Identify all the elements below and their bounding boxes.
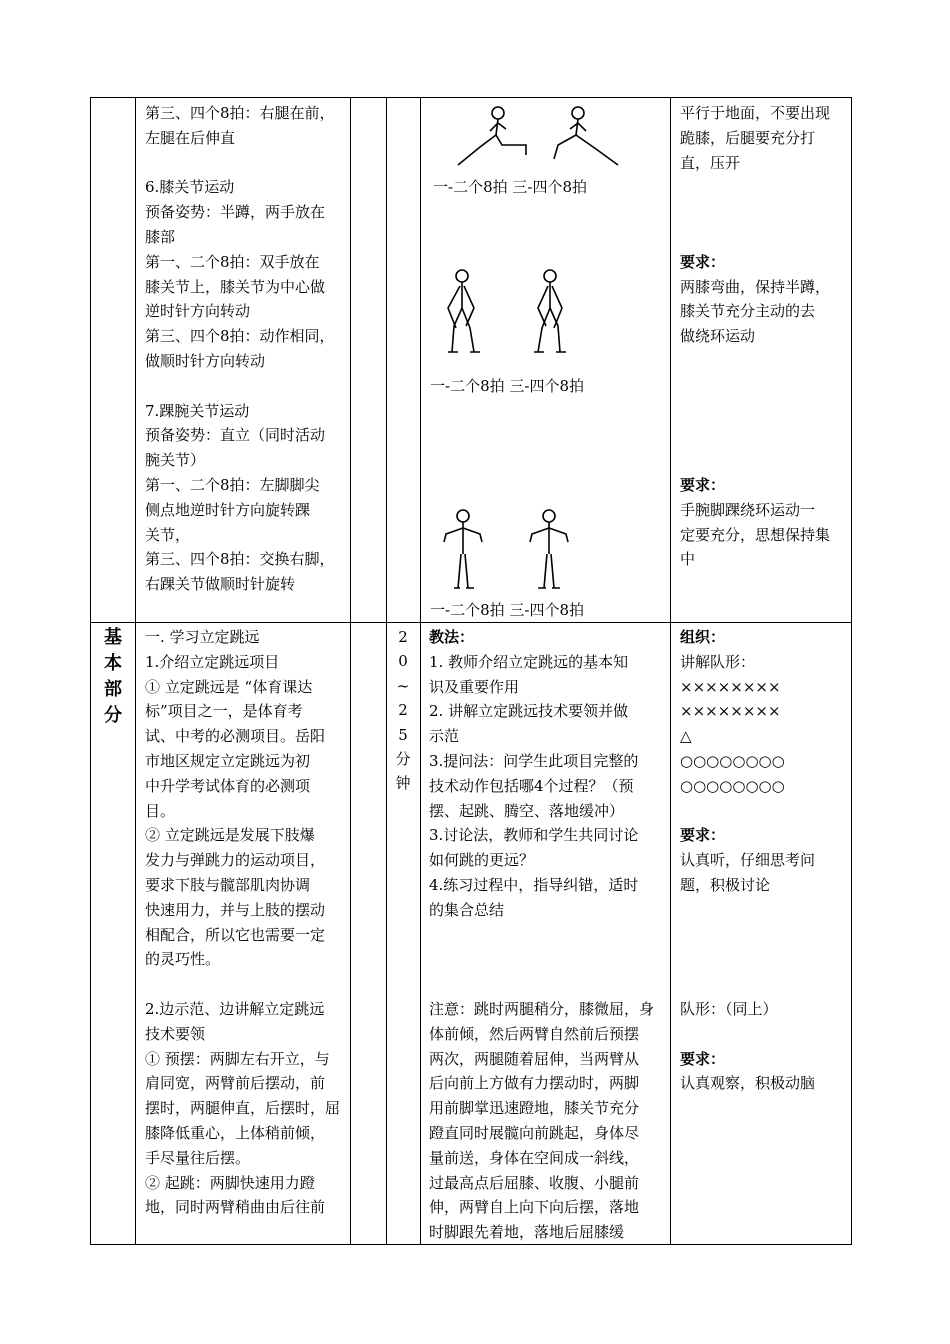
text-line: ② 起跳：两脚快速用力蹬 [145,1173,315,1192]
text-line: 中 [680,550,696,569]
organization-heading: 组织： [680,628,726,646]
text-line: 两次，两腿随着屈伸，当两臂从 [429,1049,640,1068]
text-line [429,923,669,948]
text-line: ① 立定跳远是 “体育课达 [145,677,313,696]
duration-char: 分 [395,750,411,769]
text-line: 做顺时针方向转动 [145,351,266,370]
text-line [680,898,850,923]
ankle-wrist-figures-icon [436,508,586,594]
formation-row: ○○○○○○○○ [680,776,785,795]
text-line [145,972,350,997]
row2-methods-text [429,625,669,1245]
text-line: 4.练习过程中，指导纠错，适时 [429,875,639,894]
text-line: 手尽量往后摆。 [145,1148,251,1167]
requirement-heading: 要求： [680,475,726,494]
duration-char: 2 [398,628,408,646]
text-line: 定要充分，思想保持集 [680,525,831,544]
text-line [680,423,850,448]
column-border-2 [135,97,136,1245]
text-line [145,151,350,176]
text-line: 体前倾，然后两臂自然前后预摆 [429,1024,640,1043]
text-line: 摆时，两腿伸直，后摆时，屈 [145,1099,341,1118]
text-line: 标”项目之一，是体育考 [145,702,303,721]
requirement-heading: 要求： [680,1049,726,1068]
text-line: 技术要领 [145,1024,206,1043]
text-line: 的集合总结 [429,900,505,919]
text-line [680,947,850,972]
text-line: 讲解队形： [680,652,756,671]
lunge-figures-icon [450,103,630,173]
teacher-marker: △ [680,727,692,746]
text-line: 第三、四个8拍：交换右脚， [145,550,335,569]
text-line: 3.讨论法，教师和学生共同讨论 [429,826,639,845]
text-line: 地，同时两臂稍曲由后往前 [145,1198,326,1217]
section-char: 部 [104,679,122,700]
text-line: 过最高点后屈膝、收腹、小腿前 [429,1173,640,1192]
row2-organization-text [680,625,850,1096]
text-line: 预备姿势：半蹲，两手放在 [145,203,326,222]
text-line: 用前脚掌迅速蹬地，膝关节充分 [429,1099,640,1118]
text-line: 一. 学习立定跳远 [145,628,260,646]
text-line: 队形：（同上） [680,999,778,1018]
text-line: 6.膝关节运动 [145,178,235,197]
column-border-3 [350,97,351,1245]
text-line [680,200,850,225]
text-line: 要求下肢与髋部肌肉协调 [145,875,311,894]
text-line: 侧点地逆时针方向旋转踝 [145,500,311,519]
column-border-5 [420,97,421,1245]
text-line: 发力与弹跳力的运动项目， [145,851,326,870]
text-line: 手腕脚踝绕环运动一 [680,500,816,519]
text-line: 右踝关节做顺时针旋转 [145,575,296,594]
text-line: 目。 [145,801,176,820]
text-line: 直，压开 [680,153,741,172]
text-line: 膝降低重心，上体稍前倾， [145,1123,326,1142]
text-line: 后向前上方做有力摆动时，两脚 [429,1074,640,1093]
text-line: 逆时针方向转动 [145,302,251,321]
text-line [680,1022,850,1047]
text-line: 题，积极讨论 [680,875,771,894]
text-line: 快速用力，并与上肢的摆动 [145,900,326,919]
text-line: 如何跳的更远？ [429,851,535,870]
text-line: 3.提问法：问学生此项目完整的 [429,751,639,770]
text-line [429,947,669,972]
duration-char: 5 [398,725,408,744]
text-line: 2.边示范、边讲解立定跳远 [145,999,325,1018]
text-line: 两膝弯曲，保持半蹲， [680,277,831,296]
text-line: 示范 [429,727,460,746]
text-line: 膝关节上，膝关节为中心做 [145,277,326,296]
text-line: 7.踝腕关节运动 [145,401,250,420]
figure-caption: 一-二个8拍 三-四个8拍 [430,377,584,395]
row1-requirements-text [680,101,850,572]
text-line: 相配合，所以它也需要一定 [145,925,326,944]
text-line [680,374,850,399]
text-line: 做绕环运动 [680,327,756,346]
column-border-1 [90,97,91,1245]
text-line: 注意：跳时两腿稍分，膝微屈，身 [429,999,655,1018]
text-line: 认真听，仔细思考问 [680,851,816,870]
text-line: 关节， [145,525,191,544]
text-line: 第一、二个8拍：双手放在 [145,252,320,271]
text-line: 量前送，身体在空间成一斜线， [429,1148,640,1167]
section-char: 本 [104,653,122,674]
requirement-heading: 要求： [680,252,726,271]
formation-row: ×××××××× [680,677,781,696]
formation-row: ×××××××× [680,702,781,721]
text-line: 技术动作包括哪4个过程？（预 [429,776,634,795]
text-line: ① 预摆：两脚左右开立，与 [145,1049,330,1068]
text-line [680,225,850,250]
text-line [429,972,669,997]
text-line: 认真观察，积极动脑 [680,1074,816,1093]
text-line [680,972,850,997]
duration-label [393,625,413,796]
column-border-4 [386,97,387,1245]
text-line: 伸，两臂自上向下向后摆，落地 [429,1198,640,1217]
duration-char: 钟 [395,774,411,793]
duration-char: 0 [398,652,408,671]
text-line [680,923,850,948]
text-line: 腕关节） [145,451,206,470]
text-line: 1.介绍立定跳远项目 [145,652,280,671]
text-line: 识及重要作用 [429,677,520,696]
table-top-border [90,97,852,98]
methods-heading: 教法： [429,628,475,646]
requirement-heading: 要求： [680,826,726,845]
text-line: 时脚跟先着地，落地后屈膝缓 [429,1223,625,1242]
knee-rotation-figures-icon [430,268,610,358]
text-line: 1. 教师介绍立定跳远的基本知 [429,652,629,671]
text-line [680,175,850,200]
text-line: 蹬直同时展髋向前跳起，身体尽 [429,1123,640,1142]
text-line: 中升学考试体育的必测项 [145,776,311,795]
section-char: 分 [104,705,122,726]
text-line: 第三、四个8拍：动作相同， [145,327,335,346]
text-line: 第一、二个8拍：左脚脚尖 [145,475,320,494]
duration-char: ~ [396,676,410,695]
text-line: 预备姿势：直立（同时活动 [145,426,326,445]
row2-content-text [145,625,350,1220]
text-line: 左腿在后伸直 [145,128,236,147]
column-border-6 [670,97,671,1245]
section-label [98,625,128,729]
row1-content-text [145,101,350,597]
text-line [145,374,350,399]
text-line: 跪膝，后腿要充分打 [680,128,816,147]
text-line: 肩同宽，两臂前后摆动，前 [145,1074,326,1093]
text-line [680,349,850,374]
row-divider [90,622,852,623]
text-line: 试、中考的必测项目。岳阳 [145,727,326,746]
text-line: 平行于地面，不要出现 [680,104,831,122]
text-line: 膝部 [145,227,176,246]
text-line: 第三、四个8拍：右腿在前， [145,104,335,122]
text-line: 摆、起跳、腾空、落地缓冲） [429,801,625,820]
formation-row: ○○○○○○○○ [680,751,785,770]
figure-caption: 一-二个8拍 三-四个8拍 [430,601,584,619]
text-line: 的灵巧性。 [145,950,221,969]
section-char: 基 [104,627,122,648]
column-border-7 [851,97,852,1245]
text-line: 膝关节充分主动的去 [680,302,816,321]
duration-char: 2 [398,701,408,720]
text-line: 2. 讲解立定跳远技术要领并做 [429,702,629,721]
text-line: 市地区规定立定跳远为初 [145,751,311,770]
figure-caption: 一-二个8拍 三-四个8拍 [433,178,587,196]
text-line [680,399,850,424]
text-line [680,448,850,473]
text-line: ② 立定跳远是发展下肢爆 [145,826,315,845]
text-line [680,799,850,824]
